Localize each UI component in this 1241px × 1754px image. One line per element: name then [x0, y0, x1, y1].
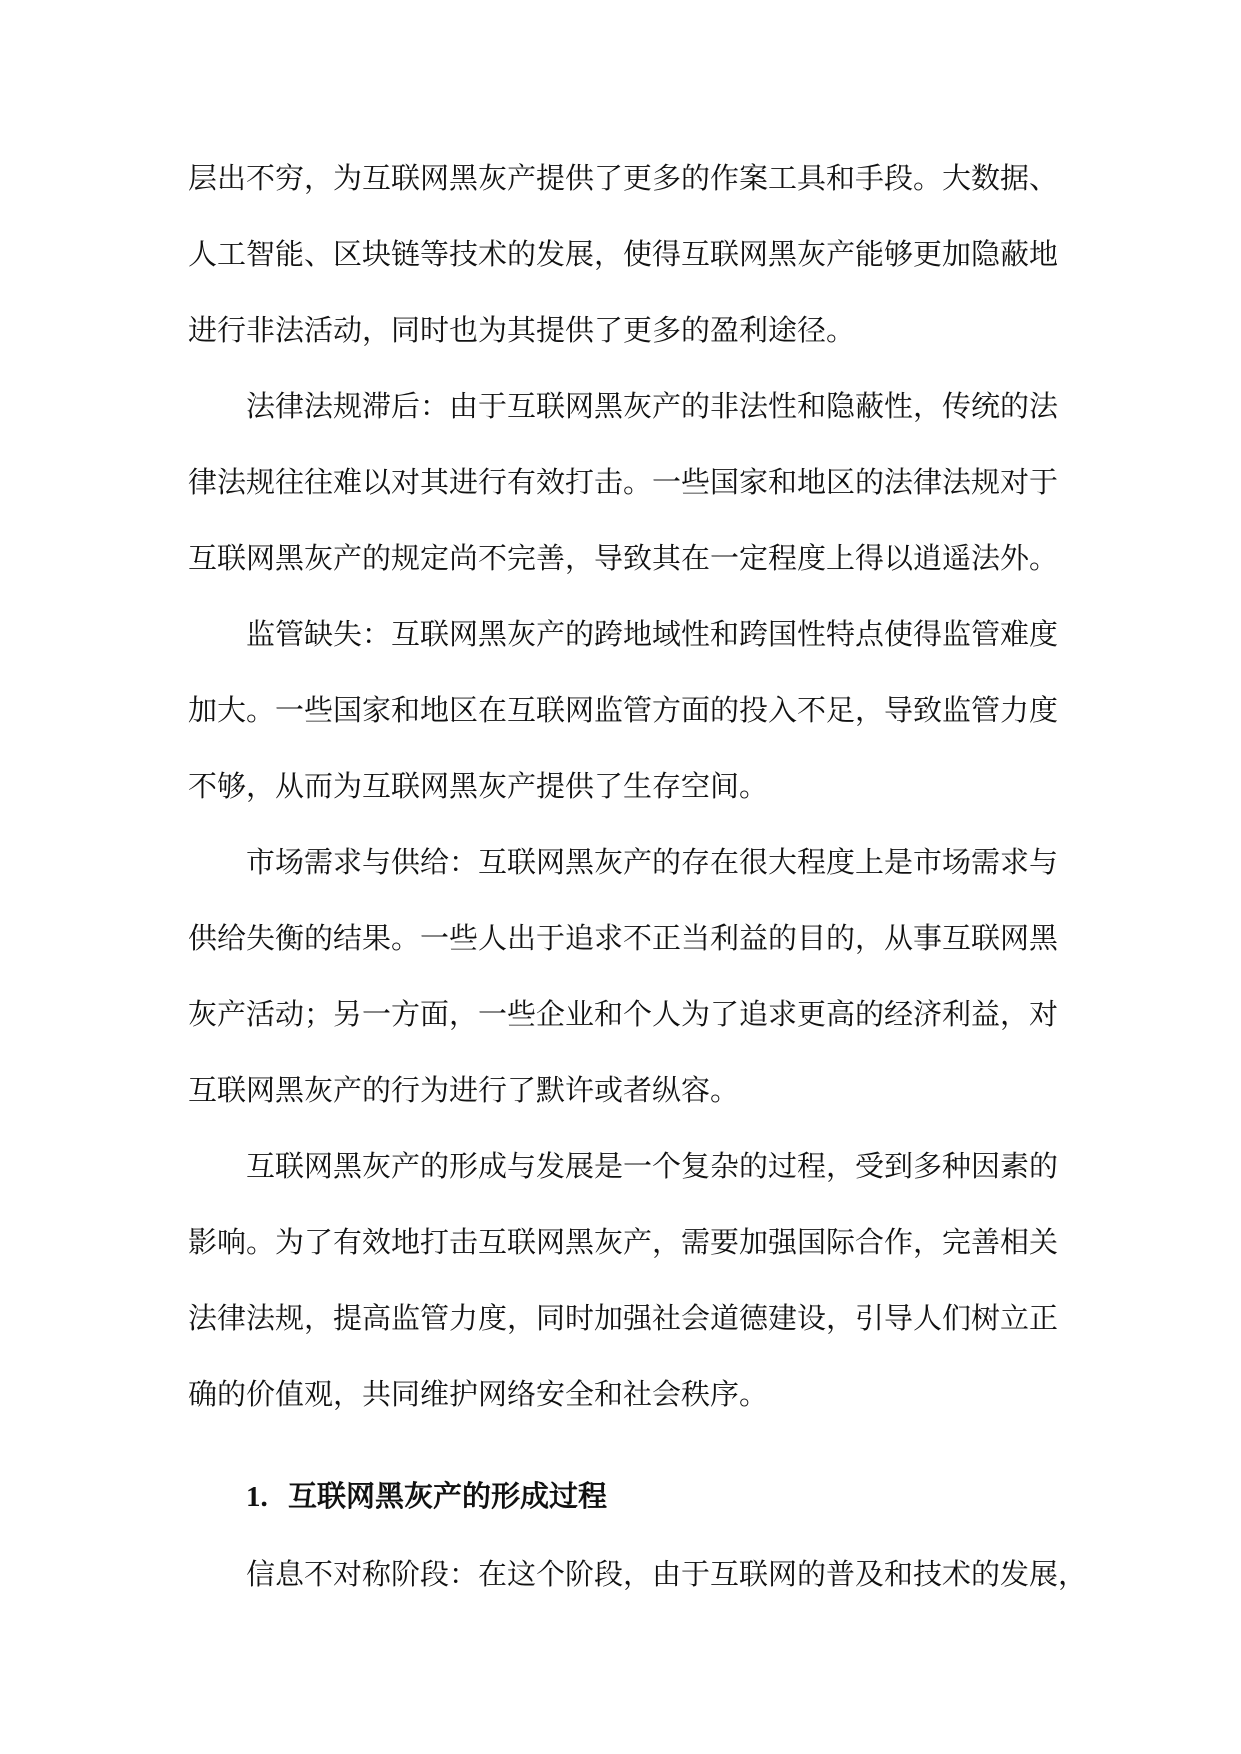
text-line: 信息不对称阶段：在这个阶段，由于互联网的普及和技术的发展， [246, 1557, 1088, 1591]
section-number: 1. [246, 1481, 268, 1513]
text-line: 影响。为了有效地打击互联网黑灰产，需要加强国际合作，完善相关 [188, 1225, 1059, 1259]
text-line: 层出不穷，为互联网黑灰产提供了更多的作案工具和手段。大数据、 [188, 161, 1059, 195]
text-line: 互联网黑灰产的规定尚不完善，导致其在一定程度上得以逍遥法外。 [188, 541, 1059, 575]
text-line: 法律法规滞后：由于互联网黑灰产的非法性和隐蔽性，传统的法 [246, 389, 1059, 423]
text-line: 法律法规，提高监管力度，同时加强社会道德建设，引导人们树立正 [188, 1301, 1059, 1335]
text-line: 加大。一些国家和地区在互联网监管方面的投入不足，导致监管力度 [188, 693, 1059, 727]
paragraph-information-asymmetry [188, 1536, 1088, 1612]
paragraph-market-demand [188, 824, 1059, 1128]
paragraph-law-lag [188, 368, 1059, 596]
section-title: 互联网黑灰产的形成过程 [288, 1479, 608, 1513]
text-line: 人工智能、区块链等技术的发展，使得互联网黑灰产能够更加隐蔽地 [188, 237, 1059, 271]
text-line: 律法规往往难以对其进行有效打击。一些国家和地区的法律法规对于 [188, 465, 1059, 499]
paragraph-regulation-gap [188, 596, 1059, 824]
paragraph-tech-continuation [188, 140, 1059, 368]
text-line: 供给失衡的结果。一些人出于追求不正当利益的目的，从事互联网黑 [188, 921, 1059, 955]
text-line: 灰产活动；另一方面，一些企业和个人为了追求更高的经济利益，对 [188, 997, 1059, 1031]
text-line: 不够，从而为互联网黑灰产提供了生存空间。 [188, 769, 769, 803]
document-body [188, 140, 1059, 1432]
text-line: 监管缺失：互联网黑灰产的跨地域性和跨国性特点使得监管难度 [246, 617, 1059, 651]
text-line: 确的价值观，共同维护网络安全和社会秩序。 [188, 1377, 769, 1411]
text-line: 进行非法活动，同时也为其提供了更多的盈利途径。 [188, 313, 856, 347]
paragraph-summary [188, 1128, 1059, 1432]
text-line: 市场需求与供给：互联网黑灰产的存在很大程度上是市场需求与 [246, 845, 1059, 879]
section-heading [246, 1458, 607, 1534]
text-line: 互联网黑灰产的行为进行了默许或者纵容。 [188, 1073, 740, 1107]
text-line: 互联网黑灰产的形成与发展是一个复杂的过程，受到多种因素的 [246, 1149, 1059, 1183]
